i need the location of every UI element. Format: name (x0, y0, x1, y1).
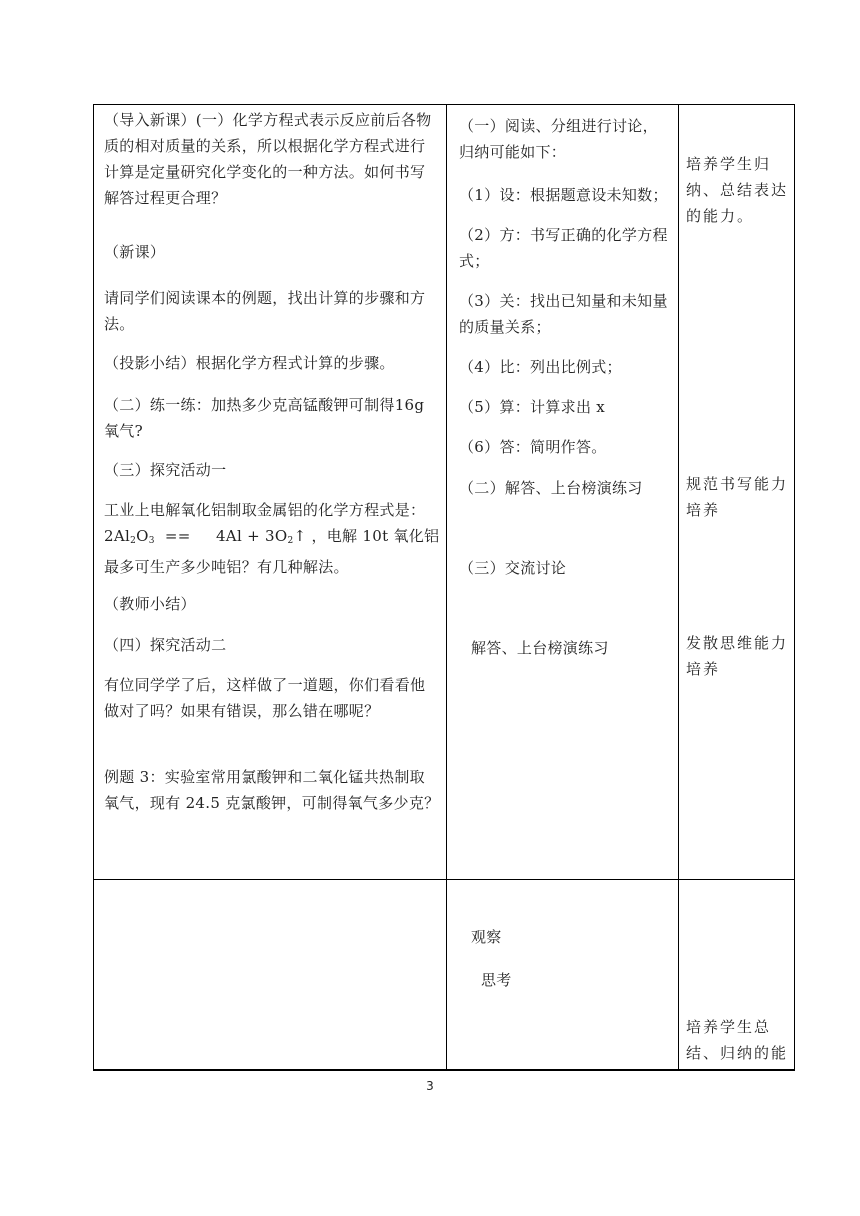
student-activity-cell (447, 105, 679, 880)
design-intent-cell (679, 105, 795, 880)
step-set: （1）设：根据题意设未知数； (459, 186, 668, 204)
table-row (94, 105, 795, 880)
goal-summary-ability: 培养学生归纳、总结表达的能力。 (686, 155, 789, 225)
step-calculate: （5）算：计算求出 x (459, 398, 606, 416)
step-relation: （3）关：找出已知量和未知量的质量关系； (459, 292, 668, 336)
observe-label: 观察 (471, 928, 502, 946)
reading-instruction: 请同学们阅读课本的例题，找出计算的步骤和方法。 (104, 289, 426, 333)
think-label: 思考 (481, 971, 512, 989)
example-three: 例题 3：实验室常用氯酸钾和二氧化锰共热制取氧气，现有 24.5 克氯酸钾，可制得氧气多少克？ (104, 768, 440, 812)
goal-divergent-thinking: 发散思维能力培养 (686, 634, 789, 678)
activity-one-label: （三）探究活动一 (104, 461, 227, 479)
page-number: 3 (426, 1079, 434, 1093)
student-activity-cell (447, 880, 679, 1071)
discussion-intro: （一）阅读、分组进行讨论，归纳可能如下： (459, 117, 658, 161)
teacher-activity-cell (94, 880, 447, 1071)
goal-writing-ability: 规范书写能力培养 (686, 475, 789, 519)
step-answer: （6）答：简明作答。 (459, 438, 607, 456)
goal-summary-induction: 培养学生总结、归纳的能 (686, 1018, 789, 1062)
new-lesson-label: （新课） (104, 243, 166, 261)
practice-exercise: （二）练一练：加热多少克高锰酸钾可制得16g 氧气? (104, 396, 430, 440)
step-ratio: （4）比：列出比例式； (459, 358, 622, 376)
activity-one-problem: 工业上电解氧化铝制取金属铝的化学方程式是：$2Al_2O_3$ == $4Al + 3O_2↑$ ，电解 10t 氧化铝最多可生产多少吨铝？有几种解法。 (104, 501, 440, 576)
lesson-plan-table (93, 104, 795, 1071)
design-intent-cell (679, 880, 795, 1071)
exchange-discussion: （三）交流讨论 (459, 559, 567, 577)
activity-two-question: 有位同学学了后，这样做了一道题，你们看看他做对了吗？如果有错误，那么错在哪呢？ (104, 676, 426, 720)
step-equation: （2）方：书写正确的化学方程式； (459, 226, 668, 270)
projection-summary: （投影小结）根据化学方程式计算的步骤。 (104, 354, 395, 372)
intro-paragraph: （导入新课）(一）化学方程式表示反应前后各物质的相对质量的关系，所以根据化学方程式进行计算是定量研究化学变化的一种方法。如何书写解答过程更合理？ (104, 111, 432, 207)
teacher-activity-cell (94, 105, 447, 880)
answer-at-board: 解答、上台榜演练习 (471, 639, 609, 657)
teacher-summary-label: （教师小结） (104, 595, 196, 613)
practice-at-board: （二）解答、上台榜演练习 (459, 479, 643, 497)
activity-two-label: （四）探究活动二 (104, 636, 227, 654)
table-row (94, 880, 795, 1071)
